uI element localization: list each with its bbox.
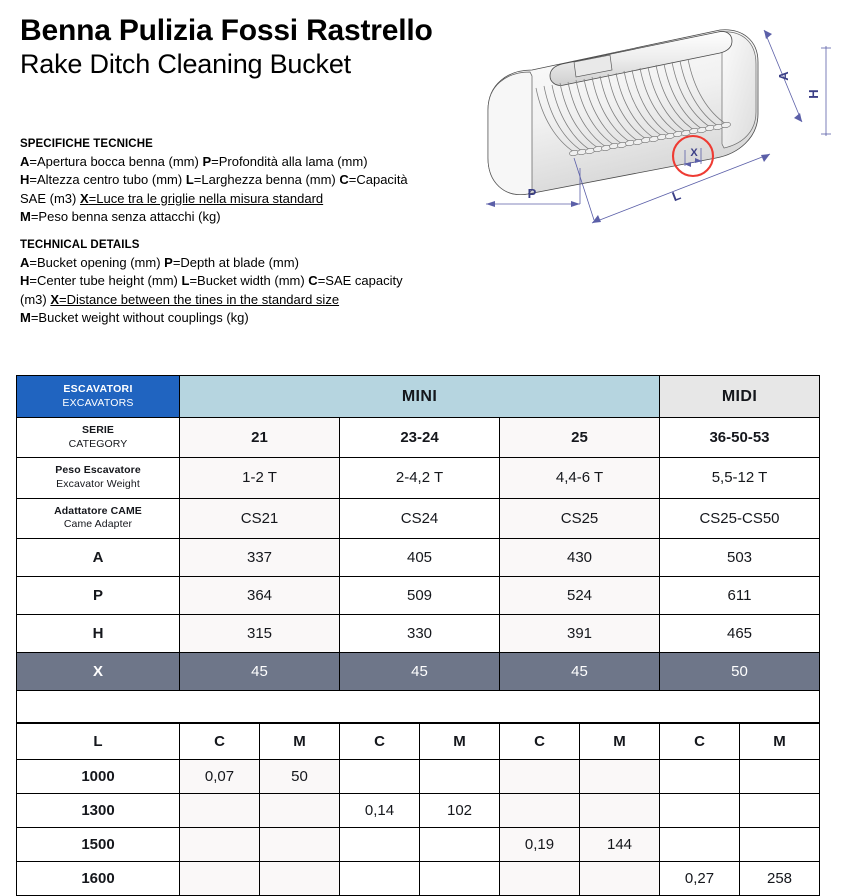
- table-cell: 364: [180, 576, 340, 614]
- size-table-cell: 0,14: [340, 793, 420, 827]
- dimension-label-p: P: [527, 186, 537, 201]
- table-row: [17, 576, 820, 614]
- size-header-c-2: C: [340, 723, 420, 759]
- size-table-cell: [500, 861, 580, 895]
- size-row-label: 1300: [17, 793, 180, 827]
- size-table-cell: 50: [260, 759, 340, 793]
- table-row: [17, 614, 820, 652]
- table-row: [17, 498, 820, 538]
- dimension-label-x: X: [690, 147, 698, 159]
- spec-key-p-it: P: [202, 154, 212, 169]
- spec-text-m-en: =Bucket weight without couplings (kg): [30, 310, 249, 326]
- table-cell: 45: [340, 652, 500, 690]
- spec-line-it-1: [20, 153, 480, 171]
- spec-text-c-en: =SAE capacity: [317, 273, 403, 289]
- row-label-italian: Adattatore CAME: [54, 504, 142, 517]
- spec-key-a-it: A: [20, 154, 30, 169]
- size-table-cell: [260, 793, 340, 827]
- size-row-label: 1000: [17, 759, 180, 793]
- page-title: [20, 14, 433, 80]
- table-cell: 524: [500, 576, 660, 614]
- size-table-row: [17, 793, 820, 827]
- spec-key-l-it: L: [185, 172, 194, 188]
- size-table-cell: 0,19: [500, 827, 580, 861]
- table-cell: 23-24: [340, 418, 500, 458]
- table-cell: 25: [500, 418, 660, 458]
- table-cell: 315: [180, 614, 340, 652]
- size-table-cell: [340, 827, 420, 861]
- row-label-came-adapter: [17, 498, 180, 538]
- spec-text-a-it: =Apertura bocca benna (mm): [29, 154, 203, 169]
- spec-key-m-en: M: [20, 310, 31, 326]
- spec-text-l-it: =Larghezza benna (mm): [193, 172, 340, 188]
- size-table-cell: [740, 827, 820, 861]
- row-label-english: Excavator Weight: [56, 477, 140, 490]
- table-cell: CS21: [180, 498, 340, 538]
- table-cell: 405: [340, 538, 500, 576]
- dimension-label-h: H: [806, 89, 821, 99]
- header-group-midi: MIDI: [660, 376, 820, 418]
- spec-line-it-4: [20, 208, 480, 226]
- spec-text-h-it: =Altezza centro tubo (mm): [29, 172, 186, 188]
- size-table-cell: [260, 861, 340, 895]
- table-cell: 2-4,2 T: [340, 458, 500, 498]
- specifications-italian: [20, 138, 480, 227]
- row-label-x: X: [17, 652, 180, 690]
- size-table: [16, 723, 820, 896]
- product-illustration: [470, 18, 850, 253]
- size-table-row: [17, 759, 820, 793]
- size-table-cell: [180, 793, 260, 827]
- table-row: [17, 458, 820, 498]
- spec-key-x-en: X: [50, 291, 60, 307]
- table-cell: 1-2 T: [180, 458, 340, 498]
- row-label-english: CATEGORY: [68, 437, 128, 450]
- size-table-row: [17, 861, 820, 895]
- size-table-cell: 144: [580, 827, 660, 861]
- rake-bucket-drawing: [470, 18, 850, 253]
- size-table-cell: [420, 861, 500, 895]
- table-cell: 45: [180, 652, 340, 690]
- specifications-english: [20, 239, 480, 328]
- size-table-cell: 0,07: [180, 759, 260, 793]
- size-row-label: 1500: [17, 827, 180, 861]
- spec-text-x-it: =Luce tra le griglie nella misura standard: [88, 190, 324, 206]
- table-cell: 45: [500, 652, 660, 690]
- table-cell: 4,4-6 T: [500, 458, 660, 498]
- row-label-category: [17, 418, 180, 458]
- size-table-row: [17, 827, 820, 861]
- table-cell: 611: [660, 576, 820, 614]
- table-cell: 5,5-12 T: [660, 458, 820, 498]
- size-table-cell: 258: [740, 861, 820, 895]
- header-corner-excavators: [17, 376, 180, 418]
- size-table-cell: [420, 827, 500, 861]
- main-specification-table: [16, 375, 820, 723]
- table-row: [17, 652, 820, 690]
- table-cell: 465: [660, 614, 820, 652]
- size-header-m-3: M: [420, 723, 500, 759]
- table-cell: CS25-CS50: [660, 498, 820, 538]
- spec-text-m3-en: (m3): [20, 291, 51, 307]
- table-cell: 337: [180, 538, 340, 576]
- dimension-label-a: A: [776, 71, 791, 81]
- size-table-cell: [340, 861, 420, 895]
- table-cell: 330: [340, 614, 500, 652]
- spec-text-l-en: =Bucket width (mm): [189, 273, 309, 289]
- spec-text-m-it: =Peso benna senza attacchi (kg): [30, 209, 221, 225]
- dimension-label-l: L: [669, 187, 683, 205]
- table-header-row: [17, 376, 820, 418]
- size-table-cell: [500, 793, 580, 827]
- title-italian: Benna Pulizia Fossi Rastrello: [20, 14, 433, 47]
- bucket-side-wall: [488, 72, 532, 195]
- size-table-cell: [340, 759, 420, 793]
- table-cell: 503: [660, 538, 820, 576]
- spec-text-sae-it: SAE (m3): [20, 190, 80, 206]
- table-row: [17, 418, 820, 458]
- size-table-cell: [580, 793, 660, 827]
- spec-key-p-en: P: [164, 255, 173, 270]
- table-spacer-row: [17, 690, 820, 722]
- size-table-cell: [580, 759, 660, 793]
- size-table-cell: [500, 759, 580, 793]
- size-header-l: L: [17, 723, 180, 759]
- table-cell: 21: [180, 418, 340, 458]
- size-table-cell: [740, 759, 820, 793]
- spec-key-m-it: M: [20, 209, 31, 225]
- size-table-cell: [660, 793, 740, 827]
- size-table-cell: [420, 759, 500, 793]
- size-header-c-4: C: [500, 723, 580, 759]
- size-header-m-1: M: [260, 723, 340, 759]
- spec-key-h-it: H: [20, 172, 30, 188]
- spec-line-it-2: [20, 171, 480, 189]
- row-label-a: A: [17, 538, 180, 576]
- size-row-label: 1600: [17, 861, 180, 895]
- spec-heading-italian: SPECIFICHE TECNICHE: [20, 138, 153, 150]
- row-label-english: Came Adapter: [63, 518, 133, 531]
- table-cell: 391: [500, 614, 660, 652]
- header-group-mini: MINI: [180, 376, 660, 418]
- table-cell: CS24: [340, 498, 500, 538]
- size-header-m-7: M: [740, 723, 820, 759]
- spec-line-en-3: [20, 291, 480, 309]
- specification-tables: [16, 375, 819, 896]
- row-label-italian: SERIE: [81, 424, 114, 436]
- spec-line-it-3: [20, 190, 480, 208]
- size-table-cell: 0,27: [660, 861, 740, 895]
- title-english: Rake Ditch Cleaning Bucket: [20, 48, 351, 79]
- table-cell: 36-50-53: [660, 418, 820, 458]
- size-table-cell: 102: [420, 793, 500, 827]
- spec-text-a-en: =Bucket opening (mm): [29, 255, 165, 270]
- row-label-italian: Peso Escavatore: [55, 464, 141, 477]
- table-spacer-cell: [17, 690, 820, 722]
- table-cell: CS25: [500, 498, 660, 538]
- spec-key-x-it: X: [79, 190, 89, 206]
- size-header-c-0: C: [180, 723, 260, 759]
- size-table-cell: [580, 861, 660, 895]
- spec-key-c-en: C: [308, 273, 318, 289]
- size-header-m-5: M: [580, 723, 660, 759]
- size-table-cell: [260, 827, 340, 861]
- row-label-excavator-weight: [17, 458, 180, 498]
- spec-line-en-4: [20, 309, 480, 327]
- table-row: [17, 538, 820, 576]
- table-cell: 430: [500, 538, 660, 576]
- size-table-cell: [180, 861, 260, 895]
- size-header-c-6: C: [660, 723, 740, 759]
- table-cell: 50: [660, 652, 820, 690]
- spec-key-l-en: L: [181, 273, 190, 289]
- table-cell: 509: [340, 576, 500, 614]
- spec-text-p-it: =Profondità alla lama (mm): [211, 154, 368, 169]
- corner-label-italian: ESCAVATORI: [63, 383, 133, 396]
- spec-key-h-en: H: [20, 273, 30, 289]
- spec-text-x-en: =Distance between the tines in the standard size: [59, 291, 340, 307]
- row-label-h: H: [17, 614, 180, 652]
- spec-key-a-en: A: [20, 255, 30, 270]
- spec-text-c-it: =Capacità: [348, 172, 408, 188]
- row-label-p: P: [17, 576, 180, 614]
- corner-label-english: EXCAVATORS: [62, 396, 134, 409]
- spec-text-h-en: =Center tube height (mm): [29, 273, 182, 289]
- spec-line-en-2: [20, 272, 480, 290]
- spec-line-en-1: [20, 254, 480, 272]
- spec-text-p-en: =Depth at blade (mm): [172, 255, 299, 270]
- size-table-cell: [180, 827, 260, 861]
- size-table-cell: [740, 793, 820, 827]
- spec-heading-english: TECHNICAL DETAILS: [20, 239, 140, 251]
- size-table-cell: [660, 759, 740, 793]
- size-header-row: [17, 723, 820, 759]
- spec-key-c-it: C: [339, 172, 349, 188]
- size-table-cell: [660, 827, 740, 861]
